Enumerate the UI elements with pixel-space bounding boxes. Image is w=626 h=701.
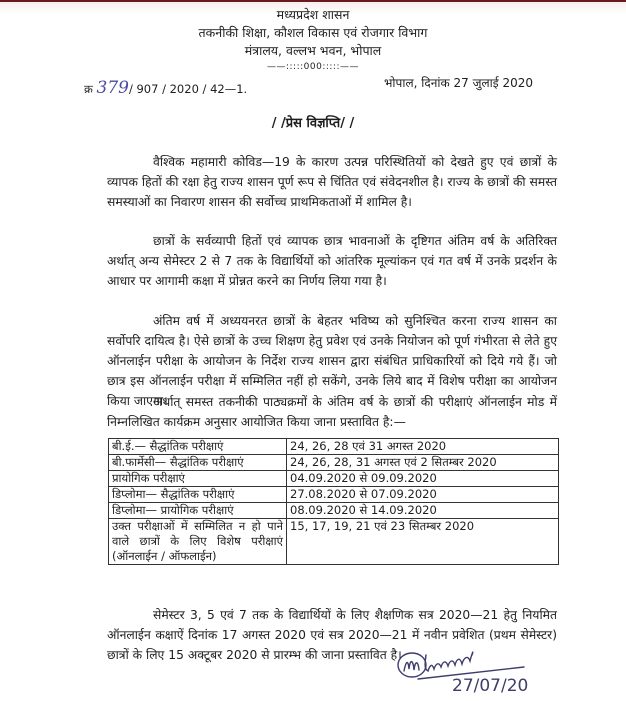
paragraph-1: वैश्विक महामारी कोविड—19 के कारण उत्पन्न परिस्थितियों को देखते हुए एवं छात्रों के व्यापक हितों की रक्षा हेतु राज्य शासन पूर्ण रूप से चिंतित एवं संवेदनशील है। राज्य के छात्रों की समस्त समस्याओं का निवारण शासन की सर्वोच्च प्राथमिकताओं में शामिल है। bbox=[107, 155, 557, 209]
exam-schedule-table bbox=[108, 438, 559, 565]
header-divider: ——:::::000:::::—— bbox=[266, 62, 359, 72]
exam-name: बी.फार्मेसी— सैद्धांतिक परीक्षाएं bbox=[109, 455, 287, 471]
press-release-title: / /प्रेस विज्ञप्ति/ / bbox=[271, 116, 355, 131]
signature-date: 27/07/20 bbox=[452, 676, 529, 696]
paragraph-4: अर्थात् समस्त तकनीकी पाठ्यक्रमों के अंतिम वर्ष के छात्रों की परीक्षाएं ऑनलाईन मोड में निम्नलिखित कार्यक्रम अनुसार आयोजित किया जाना प्रस्तावित है:— bbox=[107, 395, 557, 429]
table-row bbox=[109, 455, 559, 471]
table-row bbox=[109, 503, 559, 519]
reference-suffix: / 907 / 2020 / 42—1. bbox=[128, 82, 248, 96]
exam-dates: 24, 26, 28, 31 अगस्त एवं 2 सितम्बर 2020 bbox=[287, 455, 559, 471]
exam-name: डिप्लोमा— सैद्धांतिक परीक्षाएं bbox=[109, 487, 287, 503]
place-date: भोपाल, दिनांक 27 जुलाई 2020 bbox=[384, 76, 533, 90]
paragraph-3: अंतिम वर्ष में अध्ययनरत छात्रों के बेहतर भविष्य को सुनिश्चित करना राज्य शासन का सर्वोपरि दायित्व है। ऐसे छात्रों के उच्च शिक्षण हेतु प्रवेश एवं उनके नियोजन को पूर्ण गंभीरता से लेते हुए ऑनलाईन परीक्षा के आयोजन के निर्देश राज्य शासन द्वारा संबंधित प्राधिकारियों को दिये गये हैं। जो छात्र इस ऑनलाईन परीक्षा में सम्मिलित नहीं हो सकेंगे, उनके लिये बाद में विशेष परीक्षा का आयोजन किया जाएगा। bbox=[107, 314, 557, 408]
header-government: मध्यप्रदेश शासन bbox=[276, 7, 350, 22]
signature-scribble bbox=[392, 645, 562, 697]
exam-name: बी.ई.— सैद्धांतिक परीक्षाएं bbox=[109, 439, 287, 455]
reference-number bbox=[84, 78, 247, 98]
table-row bbox=[109, 519, 559, 565]
exam-dates: 15, 17, 19, 21 एवं 23 सितम्बर 2020 bbox=[287, 519, 559, 565]
paragraph-2: छात्रों के सर्वव्यापी हितों एवं व्यापक छात्र भावनाओं के दृष्टिगत अंतिम वर्ष के अतिरिक्त अर्थात् अन्य सेमेस्टर 2 से 7 तक के विद्यार्थियों को आंतरिक मूल्यांकन एवं गत वर्ष में उनके प्रदर्शन के आधार पर आगामी कक्षा में प्रोन्नत करने का निर्णय लिया गया है। bbox=[107, 234, 557, 288]
exam-dates: 24, 26, 28 एवं 31 अगस्त 2020 bbox=[287, 439, 559, 455]
table-row bbox=[109, 471, 559, 487]
signature bbox=[392, 645, 562, 697]
closing-paragraph: सेमेस्टर 3, 5 एवं 7 तक के विद्यार्थियों के लिए शैक्षणिक सत्र 2020—21 हेतु नियमित ऑनलाईन कक्षाऐं दिनांक 17 अगस्त 2020 एवं सत्र 2020—21 में नवीन प्रवेशित (प्रथम सेमेस्टर) छात्रों के लिए 15 अक्टूबर 2020 से प्रारम्भ की जाना प्रस्तावित है। bbox=[107, 608, 557, 662]
header-address: मंत्रालय, वल्लभ भवन, भोपाल bbox=[244, 43, 382, 58]
exam-dates: 08.09.2020 से 14.09.2020 bbox=[287, 503, 559, 519]
exam-name: उक्त परीक्षाओं में सम्मिलित न हो पाने वाले छात्रों के लिए विशेष परीक्षाएं (ऑनलाईन / ऑफलाईन) bbox=[109, 519, 287, 565]
reference-prefix: क्र bbox=[84, 82, 93, 96]
exam-name: डिप्लोमा— प्रायोगिक परीक्षाएं bbox=[109, 503, 287, 519]
table-row bbox=[109, 487, 559, 503]
exam-dates: 04.09.2020 से 09.09.2020 bbox=[287, 471, 559, 487]
header-department: तकनीकी शिक्षा, कौशल विकास एवं रोजगार विभाग bbox=[198, 25, 428, 40]
table-row bbox=[109, 439, 559, 455]
reference-handwritten-number: 379 bbox=[96, 78, 129, 98]
letterhead bbox=[0, 6, 626, 74]
exam-name: प्रायोगिक परीक्षाएं bbox=[109, 471, 287, 487]
exam-dates: 27.08.2020 से 07.09.2020 bbox=[287, 487, 559, 503]
